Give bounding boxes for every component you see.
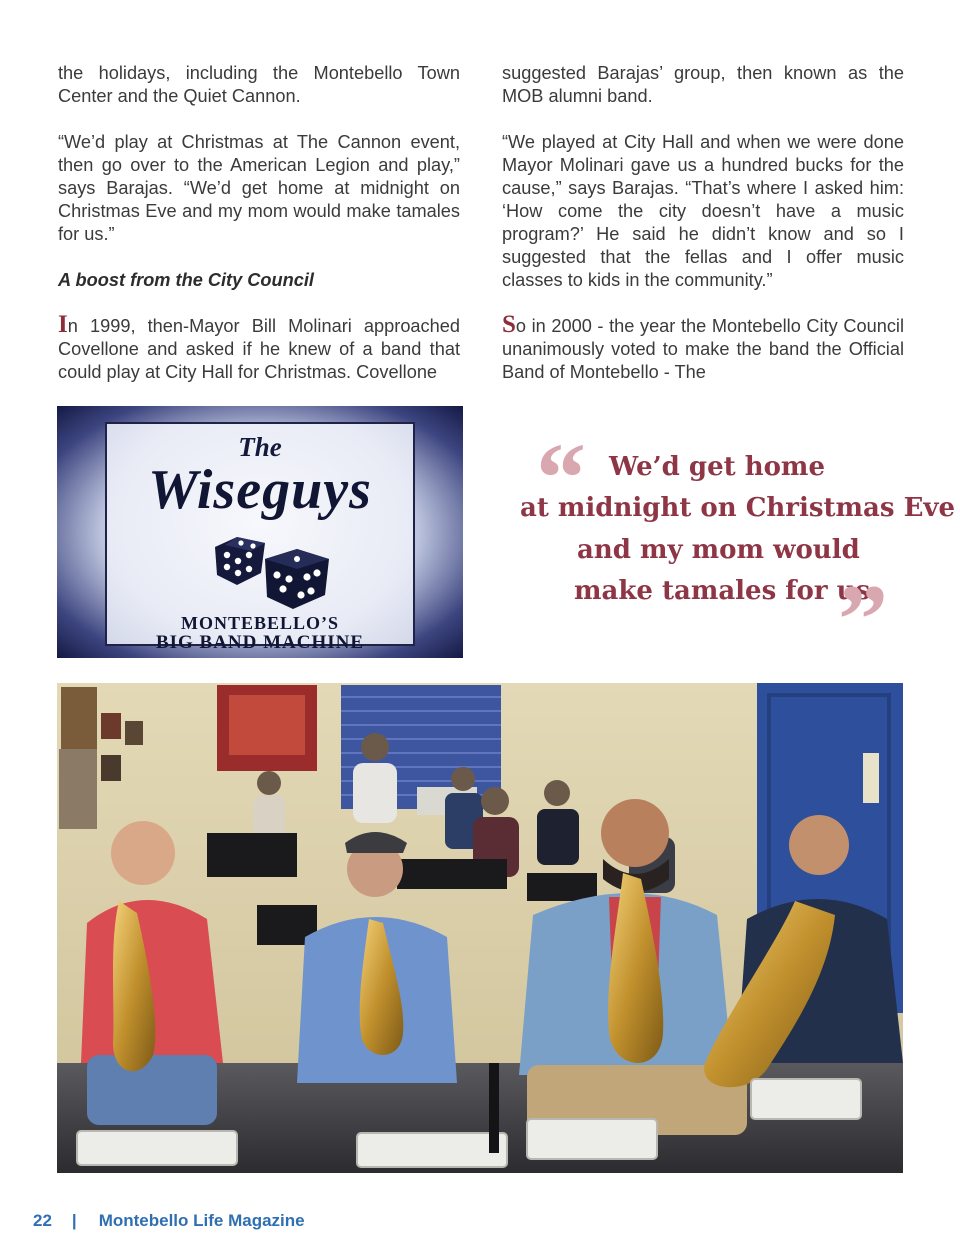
left-paragraph-1: the holidays, including the Montebello Town Center and the Quiet Cannon. xyxy=(58,63,460,106)
drop-cap-s: S xyxy=(502,311,516,338)
right-paragraph-1: suggested Barajas’ group, then known as the MOB alumni band. xyxy=(502,63,904,106)
dice-icon xyxy=(211,529,335,611)
right-column xyxy=(502,62,904,384)
sign-subtitle-line-2: BIG BAND MACHINE xyxy=(155,632,365,653)
wiseguys-sign-photo xyxy=(57,406,463,658)
pull-quote-line-1: We’d get home xyxy=(609,452,825,482)
open-quote-mark: “ xyxy=(536,422,586,533)
left-paragraph-2: “We’d play at Christmas at The Cannon event, then go over to the American Legion and play,” says Barajas. “We’d get home at midnight on Christmas Eve and my mom would make tamales for us.” xyxy=(58,132,460,244)
page-footer xyxy=(33,1211,305,1233)
sign-band-name: Wiseguys xyxy=(148,459,372,521)
footer-separator: | xyxy=(71,1211,77,1230)
close-quote-mark: ” xyxy=(838,564,888,675)
band-photo-illustration xyxy=(57,683,903,1173)
right-paragraph-3-text: o in 2000 - the year the Montebello City Council unanimously voted to make the band the Official Band of Montebello - The xyxy=(502,316,904,382)
section-subhead: A boost from the City Council xyxy=(58,270,314,290)
pull-quote-line-3: and my mom would xyxy=(577,535,860,565)
pull-quote xyxy=(500,422,956,675)
pull-quote-line-2: at midnight on Christmas Eve xyxy=(520,493,956,523)
publication-name: Montebello Life Magazine xyxy=(98,1211,305,1230)
left-paragraph-3-text: n 1999, then-Mayor Bill Molinari approached Covellone and asked if he knew of a band that could play at City Hall for Christmas. Covellone xyxy=(58,316,460,382)
sign-subtitle-line-1: MONTEBELLO’S xyxy=(180,613,340,633)
left-column xyxy=(58,62,460,384)
sign-card xyxy=(105,422,415,653)
band-rehearsal-photo xyxy=(57,683,903,1173)
right-paragraph-2: “We played at City Hall and when we were done Mayor Molinari gave us a hundred bucks for the cause,” says Barajas. “That’s where I asked him: ‘How come the city doesn’t have a music program?’ He said he didn’t know and so I suggested that the fellas and I offer music classes to kids in the community.” xyxy=(502,132,904,290)
pull-quote-line-4: make tamales for us. xyxy=(574,576,880,606)
page-number: 22 xyxy=(33,1211,52,1230)
sign-the-text: The xyxy=(238,432,282,462)
left-paragraph-3 xyxy=(58,311,460,384)
drop-cap-i: I xyxy=(58,311,68,338)
right-paragraph-3 xyxy=(502,311,904,384)
